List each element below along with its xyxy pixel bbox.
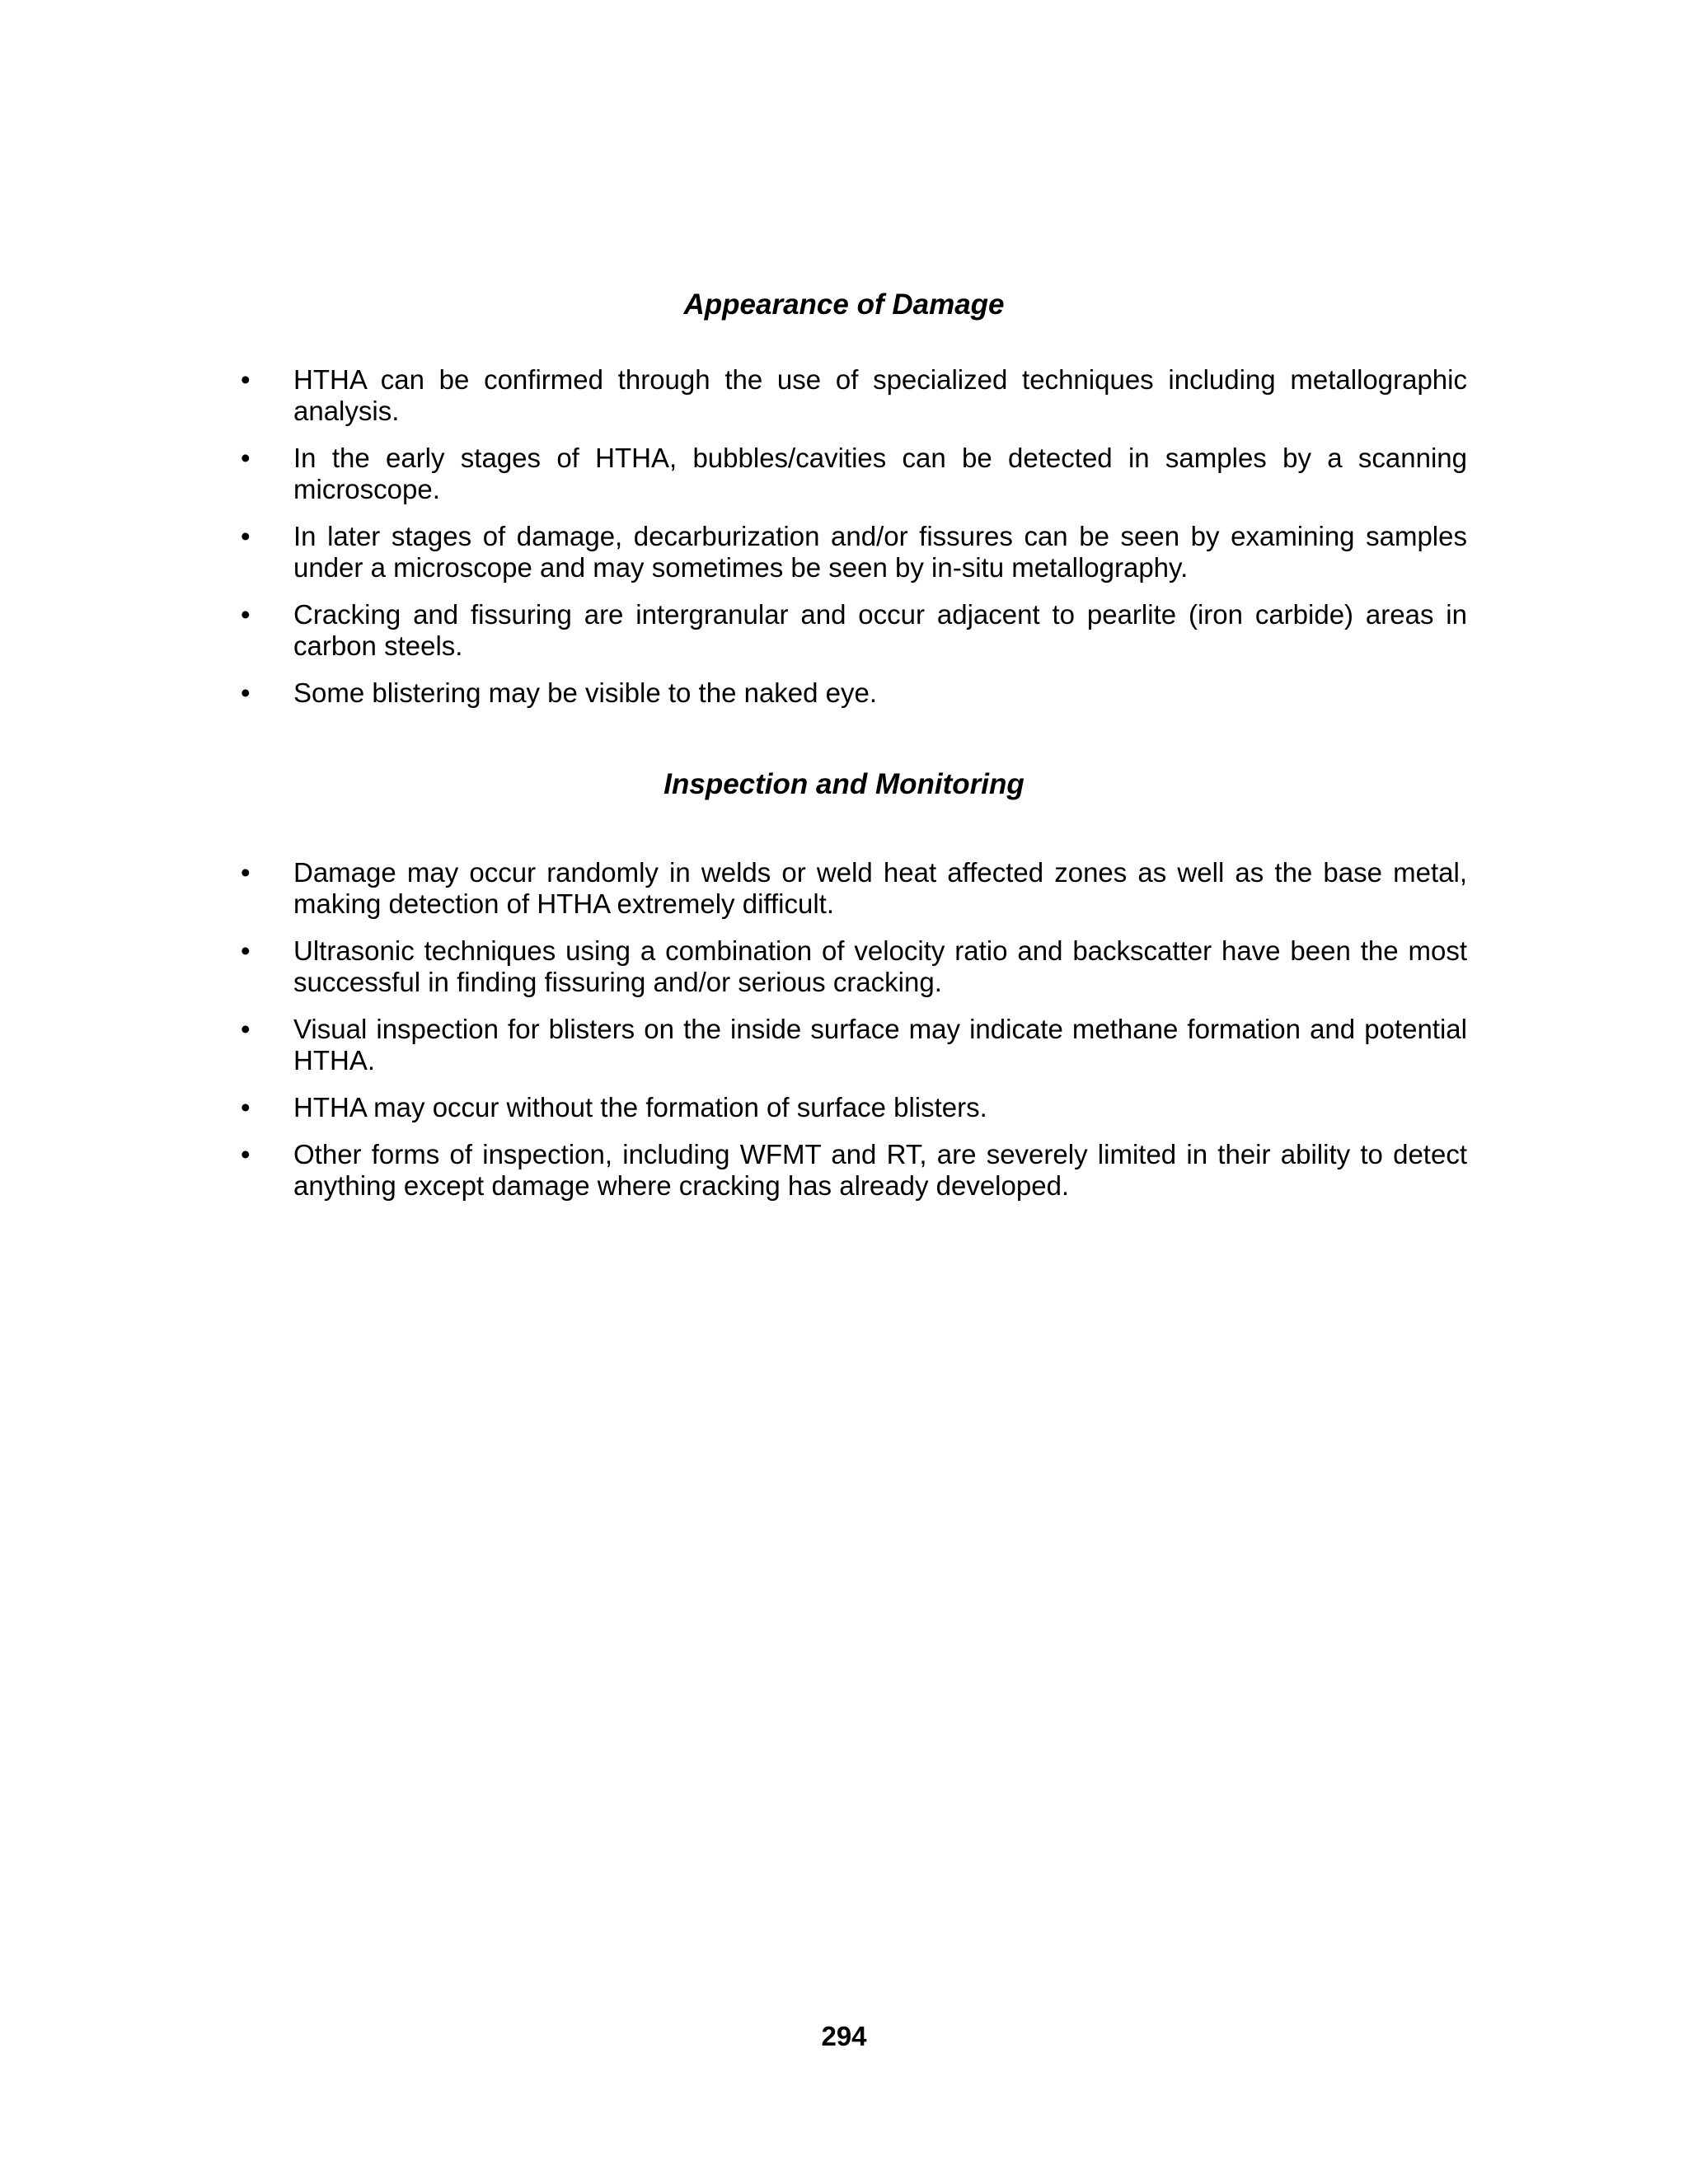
bullet-icon: • xyxy=(241,1014,251,1044)
list-item-text: Some blistering may be visible to the naked eye. xyxy=(293,677,878,708)
list-item xyxy=(239,364,1467,427)
bullet-icon: • xyxy=(241,599,251,630)
bullet-list-inspection-and-monitoring xyxy=(239,857,1467,1217)
list-item xyxy=(239,1092,1467,1123)
list-item xyxy=(239,677,1467,709)
list-item-text: In the early stages of HTHA, bubbles/cavities can be detected in samples by a scanning microscope. xyxy=(293,443,1467,504)
bullet-icon: • xyxy=(241,857,251,888)
list-item xyxy=(239,599,1467,662)
list-item-text: Other forms of inspection, including WFMT and RT, are severely limited in their ability to detect anything except damage where cracking has already developed. xyxy=(293,1139,1467,1201)
section-heading-inspection-and-monitoring: Inspection and Monitoring xyxy=(663,768,1025,800)
list-item-text: Ultrasonic techniques using a combination of velocity ratio and backscatter have been the most successful in finding fissuring and/or serious cracking. xyxy=(293,935,1467,997)
list-item xyxy=(239,935,1467,998)
list-item xyxy=(239,443,1467,505)
page-number: 294 xyxy=(821,2021,867,2051)
list-item xyxy=(239,1014,1467,1076)
bullet-icon: • xyxy=(241,364,251,395)
list-item-text: Cracking and fissuring are intergranular and occur adjacent to pearlite (iron carbide) areas in carbon steels. xyxy=(293,599,1467,661)
bullet-icon: • xyxy=(241,1139,251,1169)
list-item-text: Damage may occur randomly in welds or weld heat affected zones as well as the base metal, making detection of HTHA extremely difficult. xyxy=(293,857,1467,919)
list-item-text: HTHA may occur without the formation of surface blisters. xyxy=(293,1092,987,1122)
section-heading-appearance-of-damage: Appearance of Damage xyxy=(683,288,1005,321)
list-item xyxy=(239,857,1467,920)
list-item xyxy=(239,1139,1467,1202)
list-item xyxy=(239,521,1467,583)
list-item-text: HTHA can be confirmed through the use of specialized techniques including metallographic analysis. xyxy=(293,364,1467,426)
bullet-icon: • xyxy=(241,443,251,473)
list-item-text: In later stages of damage, decarburization and/or fissures can be seen by examining samples under a microscope and may sometimes be seen by in-situ metallography. xyxy=(293,521,1467,583)
bullet-list-appearance-of-damage xyxy=(239,364,1467,724)
bullet-icon: • xyxy=(241,677,251,708)
list-item-text: Visual inspection for blisters on the inside surface may indicate methane formation and potential HTHA. xyxy=(293,1014,1467,1076)
bullet-icon: • xyxy=(241,1092,251,1122)
bullet-icon: • xyxy=(241,521,251,551)
bullet-icon: • xyxy=(241,935,251,966)
